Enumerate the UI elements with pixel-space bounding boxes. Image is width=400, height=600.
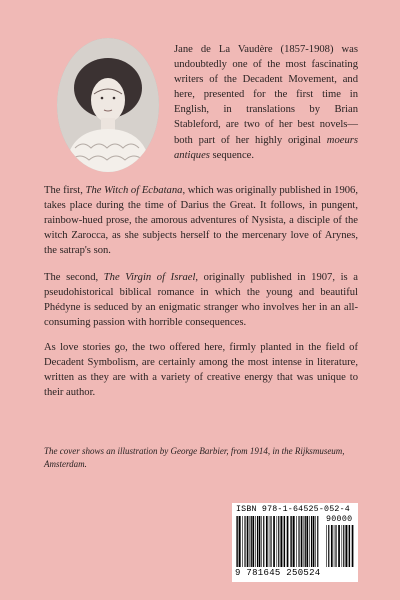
author-portrait (57, 38, 159, 172)
price-code: 90000 (326, 515, 353, 524)
intro-italic-term: moeurs antiques (174, 134, 358, 161)
para1-lead: The first, (44, 185, 86, 196)
para2-book-title: The Virgin of Israel (103, 272, 196, 283)
cover-credit-caption: The cover shows an illustration by George Barbier, from 1914, in the Rijksmuseum, Amsterdam. (44, 446, 345, 469)
para1-body: , which was originally published in 1906, takes place during the time of Darius the Great. It follows, in pungent, rainbow-hued prose, the amorous adventures of Nysista, a disciple of the witch Zarocca, as she subjects herself to the mercenary love of Arynes, the satrap's son. (44, 185, 358, 257)
intro-text-start: Jane de La Vaudère (1857-1908) was undoubtedly one of the most fascinating writers of the Decadent Movement, and here, presented for the first time in English, in translations by Brian Stableford, are two of her best novels—both part of her highly original (174, 44, 358, 146)
para2-body: , originally published in 1907, is a pseudohistorical biblical romance in which the young and beautiful Phédyne is seduced by an enigmatic stranger who involves her in an all-consuming passion with horrible consequences. (44, 272, 358, 329)
isbn-label: ISBN 978-1-64525-052-4 (236, 505, 350, 514)
portrait-illustration (57, 38, 159, 172)
para1-book-title: The Witch of Ecbatana (85, 185, 183, 196)
barcode-digits: 9 781645 250524 (235, 568, 321, 578)
intro-paragraph (174, 42, 358, 163)
barcode-bars (236, 516, 320, 567)
intro-text-end: sequence. (209, 149, 255, 161)
virgin-of-israel-paragraph (44, 270, 358, 330)
isbn-barcode (232, 503, 358, 582)
para2-lead: The second, (44, 272, 104, 283)
love-stories-paragraph: As love stories go, the two offered here, firmly planted in the field of Decadent Symbolism, are certainly among the most intense in literature, written as they are with a variety of creative energy that was unique to their author. (44, 342, 358, 399)
witch-of-ecbatana-paragraph (44, 183, 358, 258)
addon-barcode-bars (326, 525, 355, 567)
